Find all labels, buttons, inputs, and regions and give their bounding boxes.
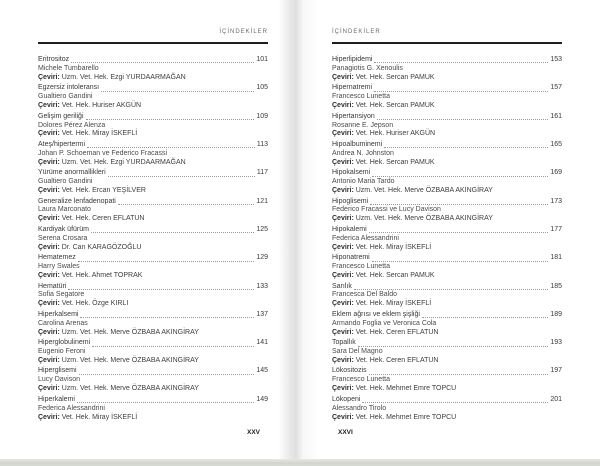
entry-translator: Vet. Hek. Miray İSKEFLİ [59,413,138,421]
entry-translator-line [332,74,562,83]
entry-translator: Vet. Hek. Miray İSKEFLİ [59,130,138,138]
entry-author: Federico Fracassi ve Lucy Davison [332,206,441,214]
entry-page-number: 189 [550,310,562,318]
entry-page-number: 109 [256,112,268,120]
entry-translator: Uzm. Vet. Hek. Ezgi YURDAARMAĞAN [59,158,186,166]
entry-translator-label: Çeviri: [38,102,60,110]
entry-page-number: 117 [256,169,268,177]
entry-title-line [332,141,562,150]
entry-title-line [38,141,268,150]
entry-page-number: 125 [256,225,268,233]
entry-translator-label: Çeviri: [38,328,60,336]
entry-translator-line [38,159,268,168]
entry-author: Gualtiero Gandini [38,178,93,186]
entry-author: Johan P. Schoeman ve Federico Fracassi [38,149,168,157]
entry-translator: Dr. Can KARAGÖZOĞLU [59,243,142,251]
toc-entry [38,84,268,111]
entry-translator-line [38,357,268,366]
entry-title: Hipokalemi [332,225,367,233]
entry-translator-line [332,357,562,366]
leader-dots [80,317,254,318]
entry-translator-label: Çeviri: [38,243,60,251]
leader-dots [370,204,548,205]
entry-author: Sofia Segatore [38,291,85,299]
entry-translator-label: Çeviri: [332,102,354,110]
entry-author: Alessandro Tirolo [332,404,387,412]
leader-dots [362,402,548,403]
entry-translator-label: Çeviri: [332,215,354,223]
toc-entry [38,339,268,366]
entry-translator-label: Çeviri: [332,328,354,336]
entry-translator-label: Çeviri: [38,215,60,223]
entry-title-line [38,113,268,122]
toc-entry [38,254,268,281]
leader-dots [91,232,254,233]
toc-entry [332,84,562,111]
toc-entry [332,56,562,83]
toc-entry [332,198,562,225]
toc-entry [332,169,562,196]
leader-dots [101,91,254,92]
entry-author: Harry Swales [38,263,80,271]
entry-title: Egzersiz intoleransı [38,84,100,92]
entry-translator-label: Çeviri: [332,356,354,364]
entry-title: Generalize lenfadenopati [38,197,116,205]
entry-author: Dolores Pérez Alenza [38,121,106,129]
leader-dots [118,204,254,205]
entry-translator: Vet. Hek. Miray İSKEFLİ [353,300,432,308]
entry-translator-label: Çeviri: [332,187,354,195]
entry-translator-label: Çeviri: [38,300,60,308]
entry-title: Hipoglisemi [332,197,369,205]
page-gutter-shadow [278,0,318,459]
entry-title: Yürüme anormallikleri [38,169,106,177]
toc-entry [38,113,268,140]
entry-author: Federica Alessandrini [38,404,105,412]
entry-translator-line [332,130,562,139]
entry-page-number: 201 [550,395,562,403]
entry-translator-line [38,187,268,196]
leader-dots [87,147,255,148]
entry-author: Eugenio Feroni [38,348,86,356]
entry-title: Gelişim geriliği [38,112,84,120]
entry-translator-label: Çeviri: [332,272,354,279]
entry-translator: Vet. Hek. Sercan PAMUK [353,158,435,166]
entry-page-number: 145 [256,367,268,375]
entry-translator-label: Çeviri: [38,272,60,279]
leader-dots [92,346,254,347]
entry-translator-line [332,102,562,111]
entry-title-line [38,396,268,405]
entry-translator: Uzm. Vet. Hek. Merve ÖZBABA AKINGİRAY [353,215,493,223]
entry-translator: Uzm. Vet. Hek. Merve ÖZBABA AKINGİRAY [59,385,199,393]
entry-title-line [332,367,562,376]
entry-title-line [38,311,268,320]
entry-title-line [332,311,562,320]
entry-title: Topallık [332,339,356,347]
entry-title-line [332,226,562,235]
entry-title-line [38,84,268,93]
entry-title: Hipertansiyon [332,112,375,120]
entry-page-number: 197 [550,367,562,375]
toc-entry [332,339,562,366]
entry-translator-label: Çeviri: [38,413,60,421]
entry-title: Hipernatremi [332,84,373,92]
entry-page-number: 113 [256,140,268,148]
entry-translator-line [38,74,268,83]
entry-page-number: 149 [256,395,268,403]
entry-translator-line [38,272,268,281]
entry-translator-label: Çeviri: [332,158,354,166]
entry-title-line [38,226,268,235]
toc-entry [38,198,268,225]
entry-title: Ateş/hipertermi [38,140,86,148]
entry-title: Hiperkalsemi [38,310,79,318]
entry-author: Serena Crosara [38,234,88,242]
entry-translator-line [38,385,268,394]
toc-entries-left [38,56,268,424]
entry-title-line [332,56,562,65]
leader-dots [68,289,254,290]
entry-page-number: 169 [550,169,562,177]
entry-page-number: 181 [550,254,562,262]
entry-translator: Vet. Hek. Ahmet TOPRAK [59,272,143,279]
entry-translator: Uzm. Vet. Hek. Merve ÖZBABA AKINGİRAY [59,328,199,336]
toc-entry [332,254,562,281]
entry-translator-line [38,102,268,111]
entry-title-line [38,56,268,65]
entry-translator-label: Çeviri: [38,130,60,138]
entry-title-line [38,169,268,178]
entry-title: Lökopeni [332,395,361,403]
entry-title-line [38,283,268,292]
entry-translator: Vet. Hek. Huriser AKGÜN [59,102,142,110]
entry-translator-line [38,329,268,338]
entry-author: Andrea N. Johnston [332,149,394,157]
entry-title-line [332,84,562,93]
toc-entry [38,141,268,168]
entry-translator-label: Çeviri: [38,158,60,166]
entry-translator: Uzm. Vet. Hek. Merve ÖZBABA AKINGİRAY [59,356,199,364]
entry-translator-line [332,272,562,281]
toc-entry [332,396,562,423]
entry-title-line [38,367,268,376]
entry-translator-label: Çeviri: [332,300,354,308]
entry-author: Francesco Lunetta [332,263,390,271]
entry-page-number: 165 [550,140,562,148]
entry-title-line [332,339,562,348]
toc-entry [332,311,562,338]
entry-page-number: 157 [550,84,562,92]
entry-translator-line [38,414,268,423]
entry-title: Hematüri [38,282,67,290]
entry-translator: Vet. Hek. Ceren EFLATUN [353,356,439,364]
entry-page-number: 161 [550,112,562,120]
entry-title-line [38,339,268,348]
entry-title: Kardiyak üfürüm [38,225,89,233]
entry-title: Hiperkalemi [38,395,75,403]
entry-author: Francesco Lunetta [332,93,390,101]
toc-entry [332,113,562,140]
leader-dots [369,232,549,233]
page-bottom-edge [0,459,600,466]
leader-dots [78,261,255,262]
entry-page-number: 121 [256,197,268,205]
toc-entry [38,56,268,83]
toc-page-left [38,0,268,458]
leader-dots [372,261,549,262]
entry-translator-line [332,300,562,309]
folio-number-left: XXV [246,429,260,436]
entry-translator-line [332,329,562,338]
entry-translator: Uzm. Vet. Hek. Ezgi YURDAARMAĞAN [59,73,186,81]
leader-dots [384,147,548,148]
toc-entry [332,367,562,394]
entry-translator: Vet. Hek. Sercan PAMUK [353,272,435,279]
entry-title: Hematemez [38,254,76,262]
entry-translator-label: Çeviri: [332,243,354,251]
leader-dots [108,176,255,177]
entry-translator-line [332,215,562,224]
entry-title: Sarılık [332,282,352,290]
entry-page-number: 153 [550,56,562,63]
entry-title-line [332,169,562,178]
folio-number-right: XXVI [338,429,353,436]
toc-entry [38,311,268,338]
entry-translator-line [38,244,268,253]
page-header-right: İÇİNDEKİLER [332,29,381,35]
toc-entry [332,141,562,168]
entry-translator: Vet. Hek. Sercan PAMUK [353,102,435,110]
entry-title: Hiperglobulinemi [38,339,91,347]
entry-page-number: 105 [256,84,268,92]
entry-page-number: 133 [256,282,268,290]
entry-translator: Vet. Hek. Özge KIRLI [59,300,129,308]
entry-author: Gualtiero Gandini [38,93,93,101]
leader-dots [422,317,548,318]
entry-translator-label: Çeviri: [332,73,354,81]
entry-title: Hipokalsemi [332,169,371,177]
entry-translator: Vet. Hek. Huriser AKGÜN [353,130,436,138]
entry-author: Lucy Davison [38,376,81,384]
entry-translator-label: Çeviri: [38,385,60,393]
entry-page-number: 185 [550,282,562,290]
entry-translator-label: Çeviri: [332,385,354,393]
leader-dots [377,119,549,120]
entry-translator-line [332,414,562,423]
entry-page-number: 193 [550,339,562,347]
entry-translator-line [332,385,562,394]
leader-dots [374,62,548,63]
entry-translator-line [332,244,562,253]
entry-page-number: 129 [256,254,268,262]
entry-page-number: 173 [550,197,562,205]
leader-dots [77,402,254,403]
entry-translator: Vet. Hek. Mehmet Emre TOPCU [353,413,457,421]
toc-entry [38,283,268,310]
entry-author: Francesca Del Baldo [332,291,397,299]
toc-page-right [332,0,562,458]
page-header-left: İÇİNDEKİLER [219,29,268,35]
entry-author: Antonio Maria Tardo [332,178,395,186]
toc-entry [38,396,268,423]
entry-author: Laura Marconato [38,206,91,214]
leader-dots [369,374,549,375]
toc-entry [38,367,268,394]
header-rule-right [332,42,562,44]
leader-dots [71,62,254,63]
entry-page-number: 177 [550,225,562,233]
entry-translator-line [38,300,268,309]
entry-page-number: 137 [256,310,268,318]
entry-title: Eritrositoz [38,56,70,63]
entry-title: Lökositozis [332,367,367,375]
entry-author: Rosanne E. Jepson [332,121,394,129]
entry-translator-line [38,130,268,139]
entry-translator: Vet. Hek. Ceren EFLATUN [59,215,145,223]
entry-translator: Vet. Hek. Mehmet Emre TOPCU [353,385,457,393]
entry-translator: Vet. Hek. Ceren EFLATUN [353,328,439,336]
entry-translator: Vet. Hek. Sercan PAMUK [353,73,435,81]
leader-dots [79,374,255,375]
entry-translator-line [38,215,268,224]
toc-entry [38,169,268,196]
entry-title-line [332,198,562,207]
leader-dots [354,289,548,290]
entry-author: Carolina Arenas [38,319,88,327]
leader-dots [86,119,255,120]
entry-page-number: 101 [256,56,268,63]
entry-author: Michele Tumbarello [38,64,99,72]
entry-translator: Uzm. Vet. Hek. Merve ÖZBABA AKINGİRAY [353,187,493,195]
header-rule-left [38,42,268,44]
entry-author: Panagiotis G. Xenoulis [332,64,403,72]
entry-translator-label: Çeviri: [38,356,60,364]
entry-title: Hipoalbuminemi [332,140,383,148]
entry-title-line [332,283,562,292]
entry-translator-line [332,187,562,196]
entry-author: Federica Alessandrini [332,234,399,242]
toc-entry [332,283,562,310]
entry-author: Francesco Lunetta [332,376,390,384]
entry-title: Hiponatremi [332,254,370,262]
entry-translator-label: Çeviri: [332,413,354,421]
entry-translator-line [332,159,562,168]
entry-page-number: 141 [256,339,268,347]
entry-title: Hiperglisemi [38,367,77,375]
entry-translator-label: Çeviri: [332,130,354,138]
entry-title-line [332,396,562,405]
entry-translator: Vet. Hek. Ercan YEŞİLVER [59,187,146,195]
toc-entries-right [332,56,562,424]
entry-title-line [332,113,562,122]
leader-dots [374,91,548,92]
entry-author: Sara Del Magno [332,348,383,356]
entry-author: Armando Foglia ve Veronica Cola [332,319,437,327]
entry-translator-label: Çeviri: [38,73,60,81]
toc-entry [332,226,562,253]
entry-title: Hiperlipidemi [332,56,373,63]
leader-dots [358,346,549,347]
entry-translator: Vet. Hek. Miray İSKEFLİ [353,243,432,251]
toc-entry [38,226,268,253]
leader-dots [372,176,548,177]
entry-title-line [38,198,268,207]
entry-title: Eklem ağrısı ve eklem şişliği [332,310,420,318]
entry-translator-label: Çeviri: [38,187,60,195]
entry-title-line [38,254,268,263]
entry-title-line [332,254,562,263]
